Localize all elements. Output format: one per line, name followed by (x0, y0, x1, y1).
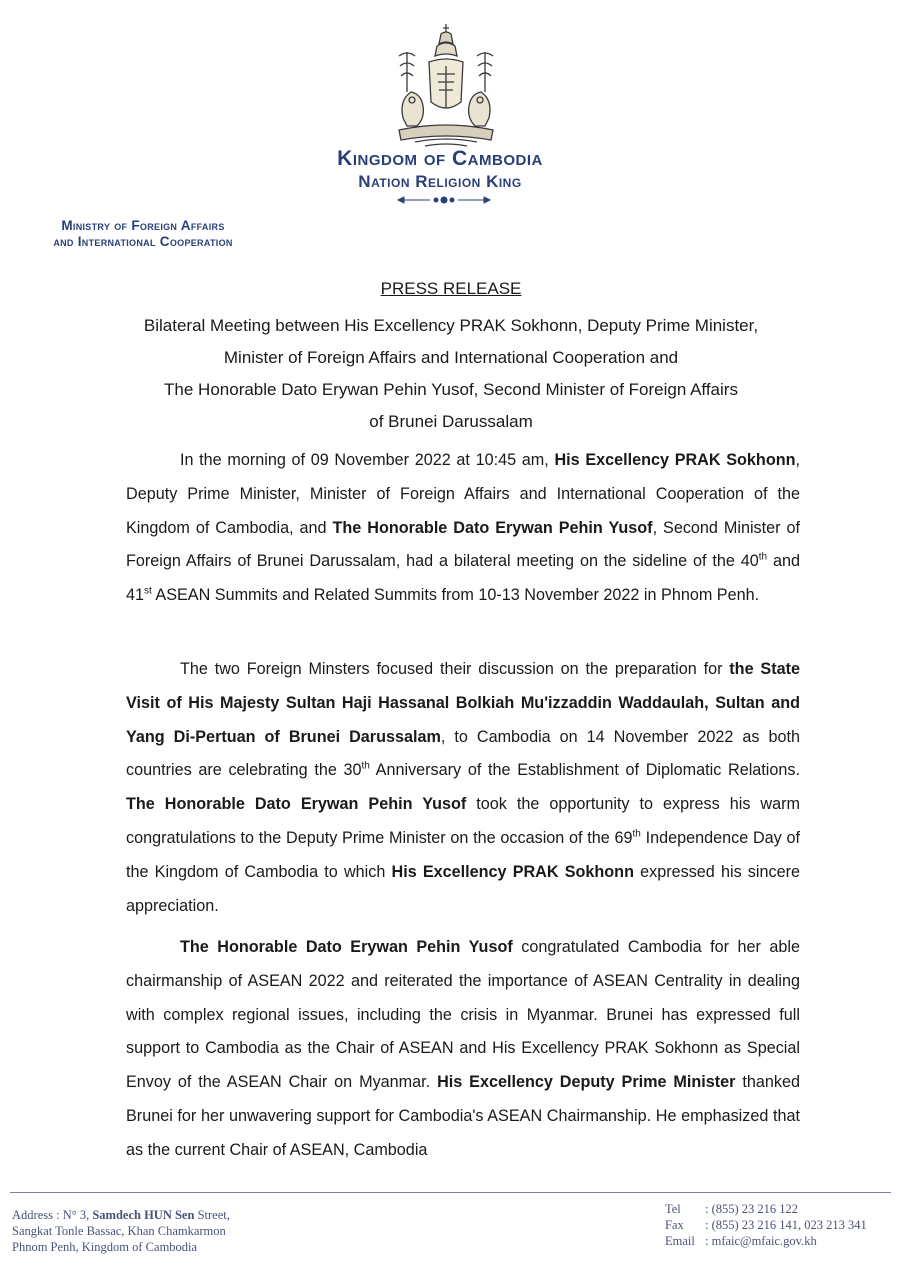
decorative-divider-icon (396, 195, 492, 205)
address-line-1 (12, 1207, 230, 1223)
bold-text-run: His Excellency PRAK Sokhonn (554, 451, 796, 469)
text-run: , Second Minister of Foreign Affairs of Brunei Darussalam, had a bilateral meeting on the sideline of the 40 (126, 518, 801, 571)
subtitle-line: of Brunei Darussalam (369, 412, 533, 431)
text-run: , Deputy Prime Minister, Minister of Foreign Affairs and International Cooperation of the Kingdom of Cambodia, and (126, 451, 800, 537)
footer-divider (10, 1192, 891, 1193)
bold-text-run: The Honorable Dato Erywan Pehin Yusof (126, 795, 467, 814)
text-run: Anniversary of the Establishment of Diplomatic Relations. (369, 761, 800, 780)
national-motto: Nation Religion King (358, 172, 522, 191)
address-line-2: Sangkat Tonle Bassac, Khan Chamkarmon (12, 1224, 226, 1238)
subtitle-line: The Honorable Dato Erywan Pehin Yusof, Second Minister of Foreign Affairs (164, 380, 738, 399)
footer-address (12, 1207, 230, 1255)
footer-contact (665, 1201, 867, 1249)
text-run: ASEAN Summits and Related Summits from 10-13 November 2022 in Phnom Penh. (151, 586, 760, 605)
address-street-name: Samdech HUN Sen (92, 1208, 195, 1222)
bold-text-run: The Honorable Dato Erywan Pehin Yusof (180, 938, 513, 956)
kingdom-title: Kingdom of Cambodia (337, 147, 543, 170)
ministry-line-2: and International Cooperation (53, 234, 233, 249)
text-run: congratulated Cambodia for her able chairmanship of ASEAN 2022 and reiterated the importance of ASEAN Centrality in dealing with complex regional issues, including the crisis in Myanmar. Brunei has expressed full support to Cambodia as the Chair of ASEAN and His Excellency PRAK Sokhonn as Special Envoy of the ASEAN Chair on Myanmar. (126, 938, 801, 1092)
tel-label: Tel (665, 1202, 681, 1216)
subtitle-line: Bilateral Meeting between His Excellency PRAK Sokhonn, Deputy Prime Minister, (143, 316, 759, 335)
bold-text-run: His Excellency PRAK Sokhonn (391, 862, 634, 881)
bold-text-run: The Honorable Dato Erywan Pehin Yusof (332, 518, 653, 537)
fax-label: Fax (665, 1218, 684, 1232)
email-label: Email (665, 1234, 695, 1248)
text-run: and 41 (126, 552, 800, 605)
text-run: , to Cambodia on 14 November 2022 as both countries are celebrating the 30 (126, 727, 800, 780)
bold-text-run: the State Visit of His Majesty Sultan Haji Hassanal Bolkiah Mu'izzaddin Waddaulah, Sultan and Yang Di-Pertuan of Brunei Darussalam (126, 660, 800, 746)
ordinal-suffix: th (632, 828, 641, 840)
ordinal-suffix: th (361, 761, 370, 772)
bold-text-run: His Excellency Deputy Prime Minister (437, 1073, 736, 1092)
ordinal-suffix: st (144, 585, 152, 597)
ministry-line-1: Ministry of Foreign Affairs (61, 218, 225, 233)
text-run: Independence Day of the Kingdom of Cambodia to which (126, 828, 800, 881)
paragraph-2 (126, 653, 800, 923)
address-prefix: Address : N° 3, (12, 1208, 93, 1222)
press-release-heading: PRESS RELEASE (380, 279, 522, 298)
contact-email (665, 1233, 867, 1249)
email-value: : mfaic@mfaic.gov.kh (705, 1234, 817, 1248)
ordinal-suffix: th (758, 552, 768, 563)
contact-fax (665, 1217, 867, 1233)
fax-value: : (855) 23 216 141, 023 213 341 (705, 1218, 867, 1232)
text-run: In the morning of 09 November 2022 at 10:45 am, (180, 451, 555, 469)
text-run: took the opportunity to express his warm congratulations to the Deputy Prime Minister on the occasion of the 69 (126, 795, 800, 847)
text-run: expressed his sincere appreciation. (126, 862, 800, 915)
address-line-3: Phnom Penh, Kingdom of Cambodia (12, 1240, 198, 1254)
paragraph-3 (126, 931, 800, 1168)
tel-value: : (855) 23 216 122 (705, 1202, 799, 1216)
address-suffix: Street, (194, 1208, 230, 1222)
ministry-name (8, 218, 278, 250)
text-run: thanked Brunei for her unwavering support for Cambodia's ASEAN Chairmanship. He emphasized that as the current Chair of ASEAN, Cambodia (126, 1073, 800, 1159)
contact-tel (665, 1201, 867, 1217)
press-release-subtitle (90, 310, 812, 438)
subtitle-line: Minister of Foreign Affairs and International Cooperation and (223, 348, 679, 367)
paragraph-1 (126, 444, 800, 613)
text-run: The two Foreign Minsters focused their discussion on the preparation for (180, 660, 730, 678)
royal-arms-icon (385, 22, 507, 150)
